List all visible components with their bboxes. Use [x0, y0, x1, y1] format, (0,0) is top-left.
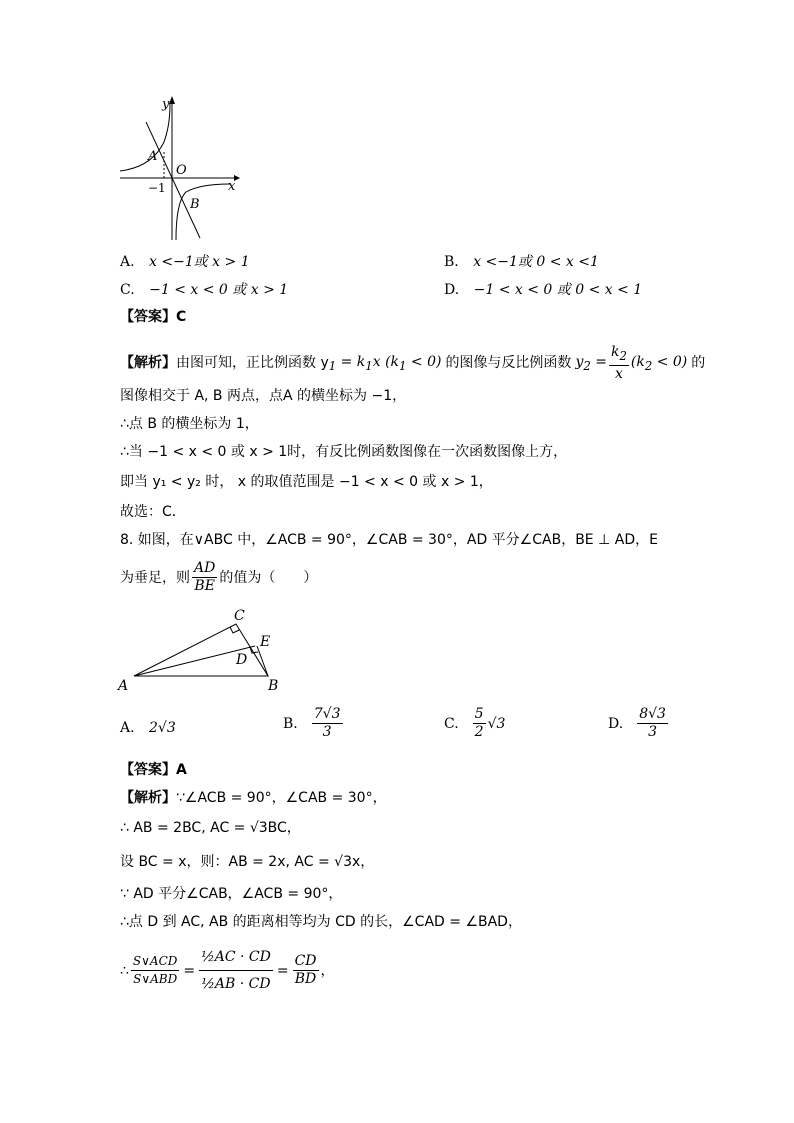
fraction-denominator: 3 [322, 724, 332, 740]
option-fraction [473, 706, 486, 741]
half-product-fraction [199, 944, 273, 997]
option-fraction [312, 706, 343, 741]
option-text: x <−1或 0 < x <1 [473, 254, 599, 270]
segment-ratio-fraction [293, 953, 319, 988]
fig-label-d: D [236, 652, 248, 668]
q8-option-d [608, 706, 670, 741]
q8-analysis-line4: ∵ AD 平分∠CAB，∠ACB = 90°， [120, 886, 343, 902]
q7-analysis-line2: 图像相交于 A, B 两点，点A 的横坐标为 −1， [120, 388, 407, 404]
q8-ratio-formula: ∴ $\frac{\text{S∨ACD}}{\text{S∨ABD}}$ = $\frac{\text{½AC · CD}}{\text{½AB · CD}}$ = $\frac{CD}{BD}$ ， [120, 944, 335, 997]
analysis-text: 的 [691, 355, 706, 372]
q8-analysis-line1 [120, 788, 387, 808]
fraction-numerator: CD [294, 953, 317, 969]
fraction-denominator: 2 [474, 724, 484, 740]
formula-y1: $_1 = k_1x$ $(k_1 < 0)$ [328, 353, 442, 373]
q7-option-c [120, 280, 288, 300]
option-text: x <−1或 x > 1 [149, 254, 250, 270]
option-label: C. [444, 715, 459, 732]
fraction-denominator: S∨ABD [133, 972, 178, 986]
formula-y2: $y_2$ = [575, 353, 607, 373]
function-graph-figure [112, 92, 248, 244]
graph-label-origin: O [176, 163, 187, 178]
graph-label-b: B [190, 197, 200, 212]
fraction-numerator: S∨ACD [131, 953, 179, 971]
fraction-denominator: BD [294, 971, 317, 987]
analysis-tag: 【解析】 [120, 790, 176, 806]
fraction-denominator: BE [194, 578, 215, 594]
q7-answer: 【答案】C [120, 309, 187, 325]
option-label: A. [120, 720, 135, 736]
option-label: B. [444, 254, 459, 270]
q7-option-b [444, 252, 599, 272]
q7-analysis-line4: ∴当 −1 < x < 0 或 x > 1时，有反比例函数图像在一次函数图像上方， [120, 444, 568, 460]
graph-label-y: y [162, 97, 170, 112]
fraction-denominator: ½AB · CD [201, 976, 271, 992]
option-fraction [637, 706, 668, 741]
q8-stem-line1: 8. 如图，在∨ABC 中，∠ACB = 90°，∠CAB = 30°，AD 平分∠CAB，BE ⊥ AD，E [120, 532, 658, 548]
analysis-tag: 【解析】 [120, 355, 176, 372]
analysis-text: 由图可知，正比例函数 y [176, 355, 329, 372]
q8-stem-line2 [120, 560, 317, 595]
formula-k2-cond: $(k_2 < 0)$ [630, 353, 688, 373]
fraction-denominator: 3 [648, 724, 658, 740]
area-ratio-fraction [131, 953, 179, 988]
option-label: A. [120, 254, 135, 270]
analysis-text: 的图像与反比例函数 [445, 355, 572, 372]
option-label: D. [608, 715, 624, 732]
fig-label-e: E [260, 634, 271, 650]
formula-k2-over-x: $\frac{k_2}{x}$ [610, 344, 627, 382]
option-label: B. [283, 715, 298, 732]
q8-option-c [444, 706, 505, 741]
q7-option-d [444, 280, 642, 300]
fig-label-c: C [234, 608, 245, 624]
q7-analysis-line3: ∴点 B 的横坐标为 1， [120, 416, 259, 432]
fraction-numerator: 8√3 [639, 706, 666, 722]
q8-option-b [283, 706, 345, 741]
option-label: C. [120, 282, 135, 298]
fraction-numerator: ½AC · CD [199, 944, 273, 971]
graph-label-x: x [228, 179, 236, 194]
fraction-numerator: 5 [474, 706, 484, 722]
q7-option-a [120, 252, 250, 272]
triangle-figure [112, 604, 292, 696]
option-text: √3 [487, 715, 506, 732]
fig-label-b: B [268, 678, 279, 694]
q7-analysis-line6: 故选：C． [120, 504, 186, 520]
option-text: −1 < x < 0 或 x > 1 [149, 282, 289, 298]
q7-analysis-line5: 即当 y₁ < y₂ 时， x 的取值范围是 −1 < x < 0 或 x > 1， [120, 474, 493, 490]
fraction-numerator: 7√3 [313, 706, 341, 722]
stem-text: 的值为（ ） [219, 569, 318, 586]
stem-text: 为垂足，则 [120, 569, 190, 586]
q7-analysis-line1 [120, 344, 705, 383]
q8-analysis-line2: ∴ AB = 2BC, AC = √3BC， [120, 820, 301, 836]
graph-label-neg1: −1 [148, 181, 166, 195]
q8-analysis-line3: 设 BC = x，则：AB = 2x, AC = √3x， [120, 854, 375, 870]
q8-analysis-line5: ∴点 D 到 AC, AB 的距离相等均为 CD 的长，∠CAD = ∠BAD， [120, 914, 522, 930]
graph-label-a: A [148, 149, 158, 164]
option-text: 2√3 [149, 720, 176, 736]
stem-fraction [192, 560, 217, 595]
q8-answer: 【答案】A [120, 762, 187, 778]
fraction-numerator: AD [194, 560, 216, 576]
fig-label-a: A [118, 678, 129, 694]
option-label: D. [444, 282, 460, 298]
analysis-text: ∵∠ACB = 90°，∠CAB = 30°， [176, 790, 387, 806]
therefore-symbol: ∴ [120, 962, 129, 979]
option-text: −1 < x < 0 或 0 < x < 1 [473, 282, 643, 298]
q8-option-a [120, 718, 176, 738]
